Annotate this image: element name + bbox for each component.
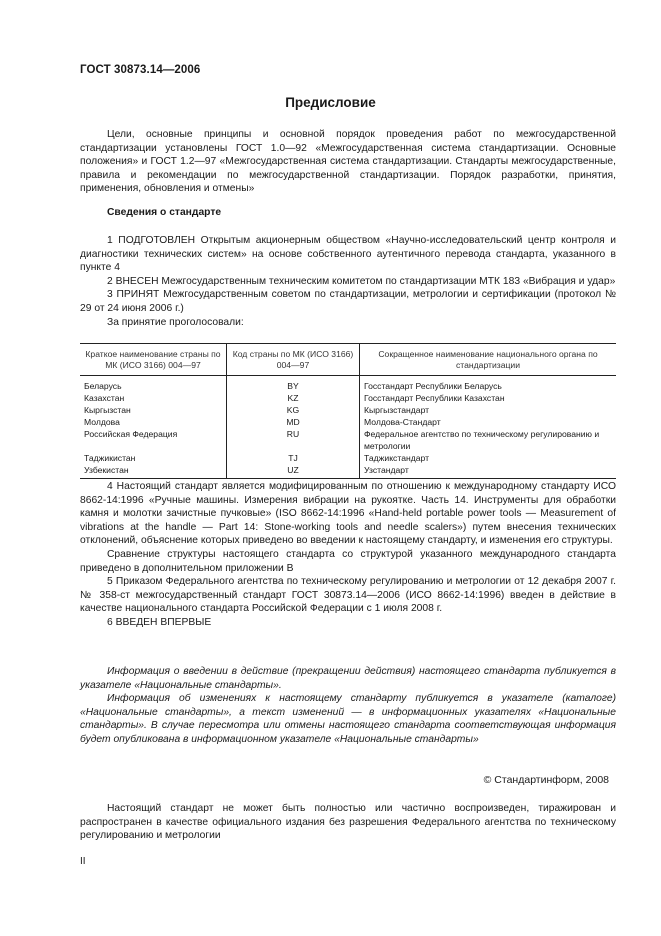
page-number: II (80, 856, 86, 867)
cell-country: Таджикистан (84, 453, 136, 463)
table-header-row (80, 344, 616, 376)
cell-code: BY (227, 376, 360, 393)
cell-body: Федеральное агентство по техническому регулированию и метрологии (360, 428, 617, 452)
item-6: 6 ВВЕДЕН ВПЕРВЫЕ (107, 616, 212, 628)
notice-changes: Информация об изменениях к настоящему стандарту публикуется в указателе (каталоге) «Национальные стандарты», а текст изменений — в информационных указателях «Национальные стандарты». В случае пересмотра или отмены настоящего стандарта соответствующая информация будет опубликована в информационном указателе «Национальные стандарты» (80, 693, 616, 745)
table-row (80, 416, 616, 428)
cell-country: Узбекистан (80, 464, 227, 479)
rights-paragraph: Настоящий стандарт не может быть полностью или частично воспроизведен, тиражирован и распространен в качестве официального издания без разрешения Федерального агентства по техническому регулированию и метрологии (80, 803, 616, 842)
notices-section (80, 665, 616, 747)
table-row (80, 404, 616, 416)
header-code: Код страны по МК (ИСО 3166) 004—97 (227, 344, 360, 376)
item-5: 5 Приказом Федерального агентства по техническому регулированию и метрологии от 12 декабря 2007 г. № 358-ст межгосударственный стандарт ГОСТ 30873.14—2006 (ИСО 8662-14:1996) введен в действие в качестве национального стандарта Российской Федерации с 1 июля 2008 г. (80, 576, 616, 615)
section-title: Предисловие (285, 95, 376, 110)
voting-table (80, 343, 616, 479)
table-row (80, 464, 616, 479)
intro-section (80, 128, 616, 196)
items-section-1 (80, 234, 616, 329)
info-heading-text: Сведения о стандарте (107, 207, 222, 218)
items-section-2 (80, 480, 616, 630)
cell-code: RU (227, 428, 360, 452)
voted-label: За принятие проголосовали: (107, 316, 244, 328)
cell-body: Молдова-Стандарт (360, 416, 617, 428)
cell-code: KG (227, 404, 360, 416)
cell-code: MD (227, 416, 360, 428)
table-row (80, 392, 616, 404)
table-row (80, 428, 616, 452)
cell-country: Кыргызстан (84, 405, 131, 415)
header-country: Краткое наименование страны по МК (ИСО 3166) 004—97 (80, 344, 227, 376)
cell-country: Беларусь (84, 381, 122, 391)
cell-country: Казахстан (84, 393, 125, 403)
notice-introduction: Информация о введении в действие (прекращении действия) настоящего стандарта публикуется в указателе «Национальные стандарты». (80, 666, 616, 691)
cell-code: UZ (227, 464, 360, 479)
table-row (80, 376, 616, 393)
cell-body: Таджикстандарт (360, 452, 617, 464)
rights-section (80, 802, 616, 843)
cell-country: Российская Федерация (84, 429, 178, 439)
item-4: 4 Настоящий стандарт является модифицированным по отношению к международному стандарту ИСО 8662-14:1996 «Ручные машины. Измерения вибрации на рукоятке. Часть 14. Инструменты для обработки камня и молотки зачистные пучковые» (ISO 8662-14:1996 «Hand-held portable power tools — Measurement of vibrations at the handle — Part 14: Stone-working tools and needle scalers») путем внесения технических отклонений, объяснение которых приведено во введении к настоящему стандарту, и изменения его структуры. (80, 481, 616, 547)
item-4-comparison: Сравнение структуры настоящего стандарта со структурой указанного международного стандарта приведено в дополнительном приложении В (80, 548, 616, 574)
copyright-line: © Стандартинформ, 2008 (483, 774, 609, 786)
cell-code: TJ (227, 452, 360, 464)
item-1: 1 ПОДГОТОВЛЕН Открытым акционерным обществом «Научно-исследовательский центр контроля и диагностики технических систем» на основе собственного аутентичного перевода стандарта, указанного в пункте 4 (80, 235, 616, 274)
info-heading (80, 206, 616, 220)
cell-body: Кыргызстандарт (360, 404, 617, 416)
cell-code: KZ (227, 392, 360, 404)
cell-body: Госстандарт Республики Беларусь (360, 376, 617, 393)
standard-header: ГОСТ 30873.14—2006 (80, 64, 201, 76)
item-3: 3 ПРИНЯТ Межгосударственным советом по стандартизации, метрологии и сертификации (протокол № 29 от 24 июня 2006 г.) (80, 289, 616, 314)
cell-body: Узстандарт (360, 464, 617, 479)
item-2: 2 ВНЕСЕН Межгосударственным техническим комитетом по стандартизации МТК 183 «Вибрация и удар» (107, 275, 616, 287)
table-row (80, 452, 616, 464)
cell-country: Молдова (84, 417, 120, 427)
header-body: Сокращенное наименование национального органа по стандартизации (360, 344, 617, 376)
intro-paragraph: Цели, основные принципы и основной порядок проведения работ по межгосударственной стандартизации установлены ГОСТ 1.0—92 «Межгосударственная система стандартизации. Основные положения» и ГОСТ 1.2—97 «Межгосударственная система стандартизации. Стандарты межгосударственные, правила и рекомендации по межгосударственной стандартизации. Порядок разработки, принятия, применения, обновления и отмены» (80, 129, 616, 195)
cell-body: Госстандарт Республики Казахстан (360, 392, 617, 404)
